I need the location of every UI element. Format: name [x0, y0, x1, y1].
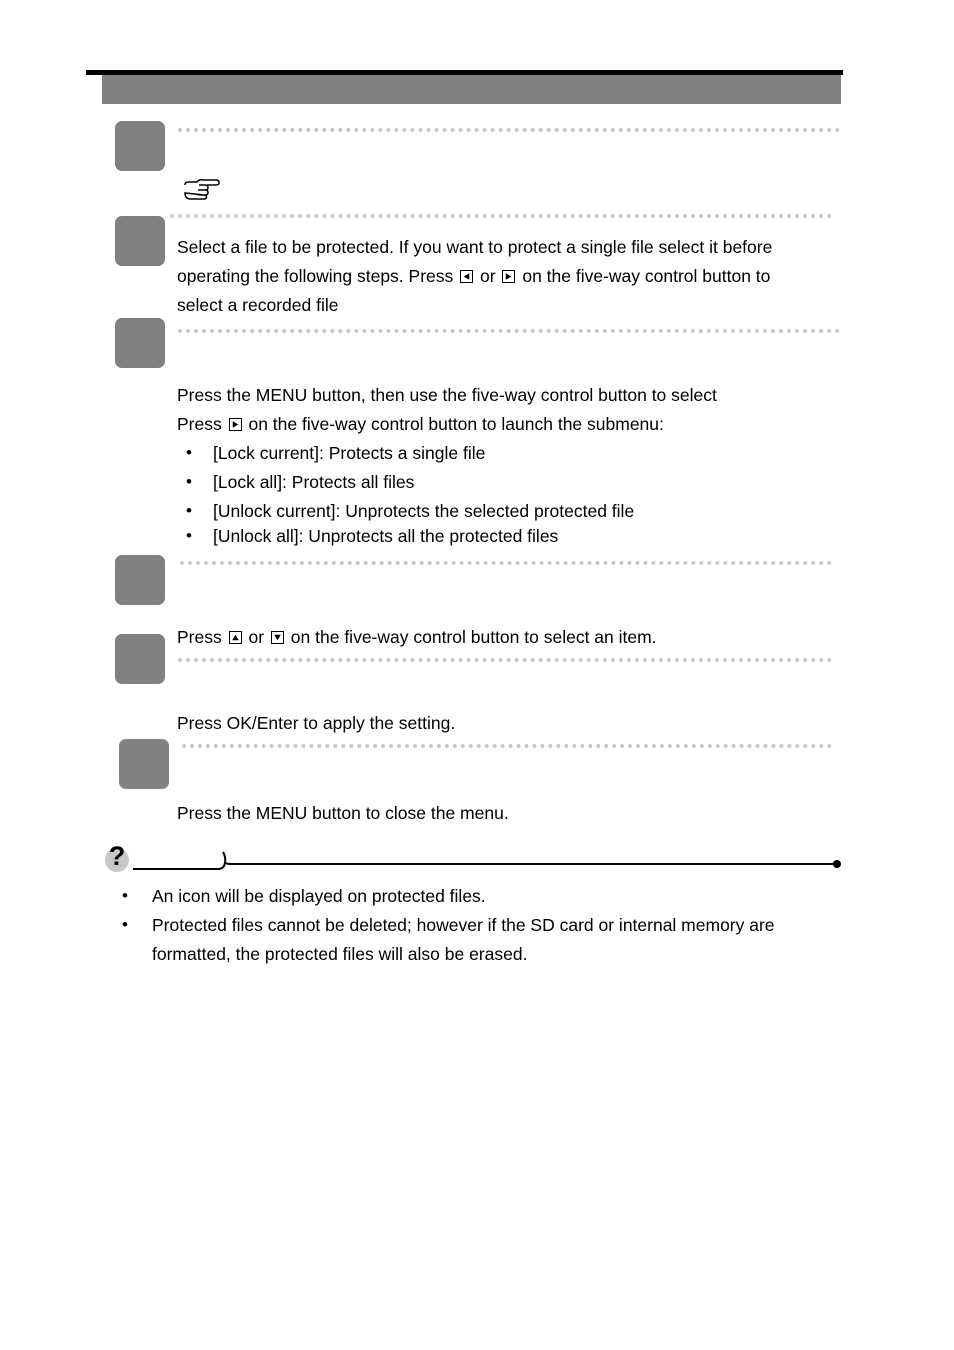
down-arrow-key-icon [271, 631, 284, 644]
step-1-divider [178, 128, 840, 132]
note-item-1: An icon will be displayed on protected files. [152, 886, 486, 906]
note-item-2-continued: formatted, the protected files will also be erased. [152, 944, 528, 964]
step-3-text-b: on the five-way control button to launch the submenu: [248, 414, 664, 434]
step-7-line: Press the MENU button to close the menu. [177, 803, 509, 823]
step-3-line-1: Press the MENU button, then use the five-way control button to select [177, 385, 717, 405]
step-5-text-a: Press [177, 627, 222, 647]
pointing-hand-icon [183, 177, 221, 201]
left-arrow-key-icon [460, 270, 473, 283]
step-3-text-a: Press [177, 414, 222, 434]
note-divider-line [132, 848, 844, 870]
step-2-line-2 [177, 266, 770, 286]
submenu-item-unlock-current: [Unlock current]: Unprotects the selected protected file [213, 501, 635, 521]
submenu-item-lock-current: [Lock current]: Protects a single file [213, 443, 486, 463]
bullet-icon: • [186, 526, 192, 545]
step-3-marker [115, 318, 165, 368]
step-7-divider [182, 744, 832, 748]
step-4-marker [115, 555, 165, 605]
step-2-line-3: select a recorded file [177, 295, 339, 315]
step-7-marker [119, 739, 169, 789]
submenu-item-unlock-all: [Unlock all]: Unprotects all the protected files [213, 526, 559, 546]
up-arrow-key-icon [229, 631, 242, 644]
submenu-item-lock-all: [Lock all]: Protects all files [213, 472, 415, 492]
bullet-icon: • [186, 501, 192, 520]
right-arrow-key-icon [502, 270, 515, 283]
step-5-text-b: or [248, 627, 265, 647]
step-5-divider [178, 658, 832, 662]
step-6-line: Press OK/Enter to apply the setting. [177, 713, 456, 733]
question-mark-icon [102, 838, 132, 874]
step-3-line-2 [177, 414, 664, 434]
step-5-line [177, 627, 657, 647]
note-item-2: Protected files cannot be deleted; however if the SD card or internal memory are [152, 915, 775, 935]
bullet-icon: • [122, 915, 128, 934]
step-2-marker [115, 216, 165, 266]
step-3-divider [178, 329, 840, 333]
section-header-bar [102, 75, 841, 104]
step-1-marker [115, 121, 165, 171]
bullet-icon: • [186, 472, 192, 491]
step-2-line-1: Select a file to be protected. If you want to protect a single file select it before [177, 237, 773, 257]
step-4-divider [180, 561, 832, 565]
svg-text:?: ? [108, 841, 126, 871]
bullet-icon: • [186, 443, 192, 462]
step-5-marker [115, 634, 165, 684]
step-2-text-a: operating the following steps. Press [177, 266, 454, 286]
bullet-icon: • [122, 886, 128, 905]
step-2-text-b: or [480, 266, 496, 286]
step-2-divider [170, 214, 832, 218]
step-5-text-c: on the five-way control button to select an item. [290, 627, 657, 647]
step-2-text-c: on the five-way control button to [522, 266, 771, 286]
right-arrow-key-icon [229, 418, 242, 431]
